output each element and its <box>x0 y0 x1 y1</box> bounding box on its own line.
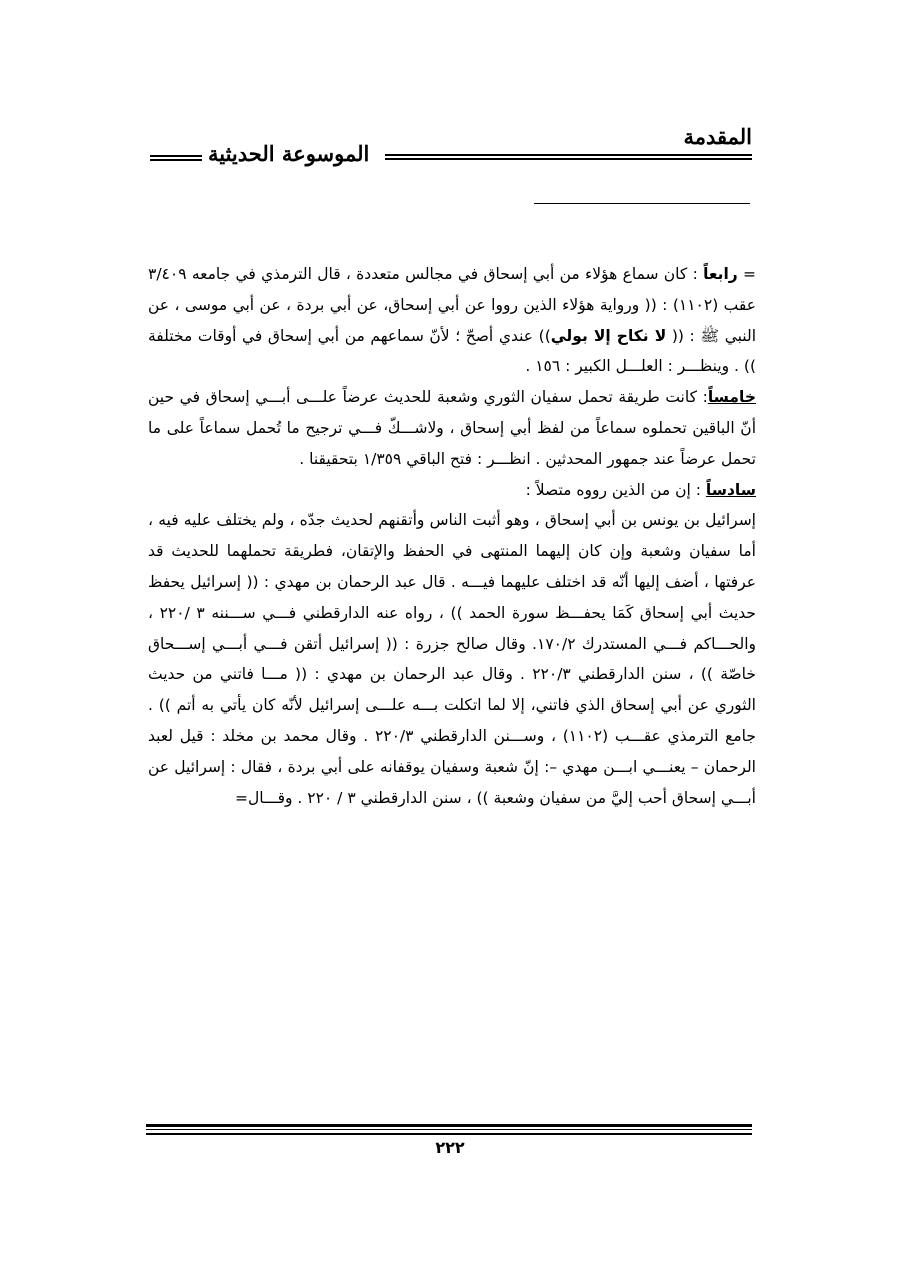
header-double-rule-end <box>150 155 202 161</box>
continuation-marker: = <box>737 265 756 283</box>
page-number: ٢٢٢ <box>435 1138 465 1157</box>
label-fifth: خامساً <box>707 388 756 407</box>
paragraph-text: : إن من الذين رووه متصلاً : <box>525 480 706 499</box>
label-fourth: رابعاً <box>703 265 738 283</box>
paragraph-text: : كان سماع هؤلاء من أبي إسحاق في مجالس متعددة ، قال الترمذي في جامعه ٣/٤٠٩ عقب (١١٠٢) : (( ورواية هؤلاء الذين رووا عن أبي إسحاق، عن أبي بردة ، عن أبي موسى ، عن النبي ﷺ : (( <box>148 265 756 345</box>
paragraph-sixth <box>148 475 756 506</box>
running-header-section-title: المقدمة <box>683 124 752 149</box>
footer-rule-lower <box>146 1133 752 1135</box>
label-sixth: سادساً <box>705 480 756 499</box>
footer-rule <box>146 1124 752 1130</box>
paragraph-text: )) عندي أصحّ ؛ لأنّ سماعهم من أبي إسحاق في أوقات مختلفة )) . وينظـــر : العلـــل الكبير : ١٥٦ . <box>148 326 756 376</box>
hadith-quote: لا نكاح إلا بولي <box>550 326 667 345</box>
paragraph-israil: إسرائيل بن يونس بن أبي إسحاق ، وهو أثبت الناس وأتقنهم لحديث جدّه ، ولم يختلف عليه فيه ، أما سفيان وشعبة وإن كان إليهما المنتهى في الحفظ والإتقان، فطريقة تحملهما للحديث قد عرفتها ، أضف إليها أنّه قد اختلف عليهما فيـــه . قال عبد الرحمان بن مهدي : (( إسرائيل يحفظ حديث أبي إسحاق كَمَا يحفـــظ سورة الحمد )) ، رواه عنه الدارقطني فـــي ســـننه ٣ /٢٢٠ ، والحـــاكم فـــي المستدرك ١٧٠/٢. وقال صالح جزرة : (( إسرائيل أتقن فـــي أبـــي إســـحاق خاصّة )) ، سنن الدارقطني ٢٢٠/٣ . وقال عبد الرحمان بن مهدي : (( مـــا فاتني من حديث الثوري عن أبي إسحاق الذي فاتني، إلا لما اتكلت بـــه علـــى إسرائيل لأنّه كان يأتي به أتم )) . جامع الترمذي عقـــب (١١٠٢) ، وســـنن الدارقطني ٢٢٠/٣ . وقال محمد بن مخلد : قيل لعبد الرحمان – يعنـــي ابـــن مهدي –: إنّ شعبة وسفيان يوقفانه على أبي بردة ، فقال : إسرائيل عن أبـــي إسحاق أحب إليَّ من سفيان وشعبة )) ، سنن الدارقطني ٣ / ٢٢٠ . وقـــال= <box>148 511 757 807</box>
paragraph-fifth <box>148 382 756 474</box>
footnote-body <box>148 259 756 813</box>
running-header-book-title: الموسوعة الحديثية <box>208 141 370 166</box>
paragraph-fourth <box>148 259 756 382</box>
header-separator-rule <box>534 203 750 204</box>
paragraph-text: : كانت طريقة تحمل سفيان الثوري وشعبة للحديث عرضاً علـــى أبـــي إسحاق في حين أنّ الباقين تحملوه سماعاً من لفظ أبي إسحاق ، ولاشـــكّ فـــي ترجيح ما تُحمل سماعاً على ما تحمل عرضاً عند جمهور المحدثين . انظـــر : فتح الباقي ١/٣٥٩ بتحقيقنا . <box>148 388 756 468</box>
header-double-rule <box>385 154 752 160</box>
